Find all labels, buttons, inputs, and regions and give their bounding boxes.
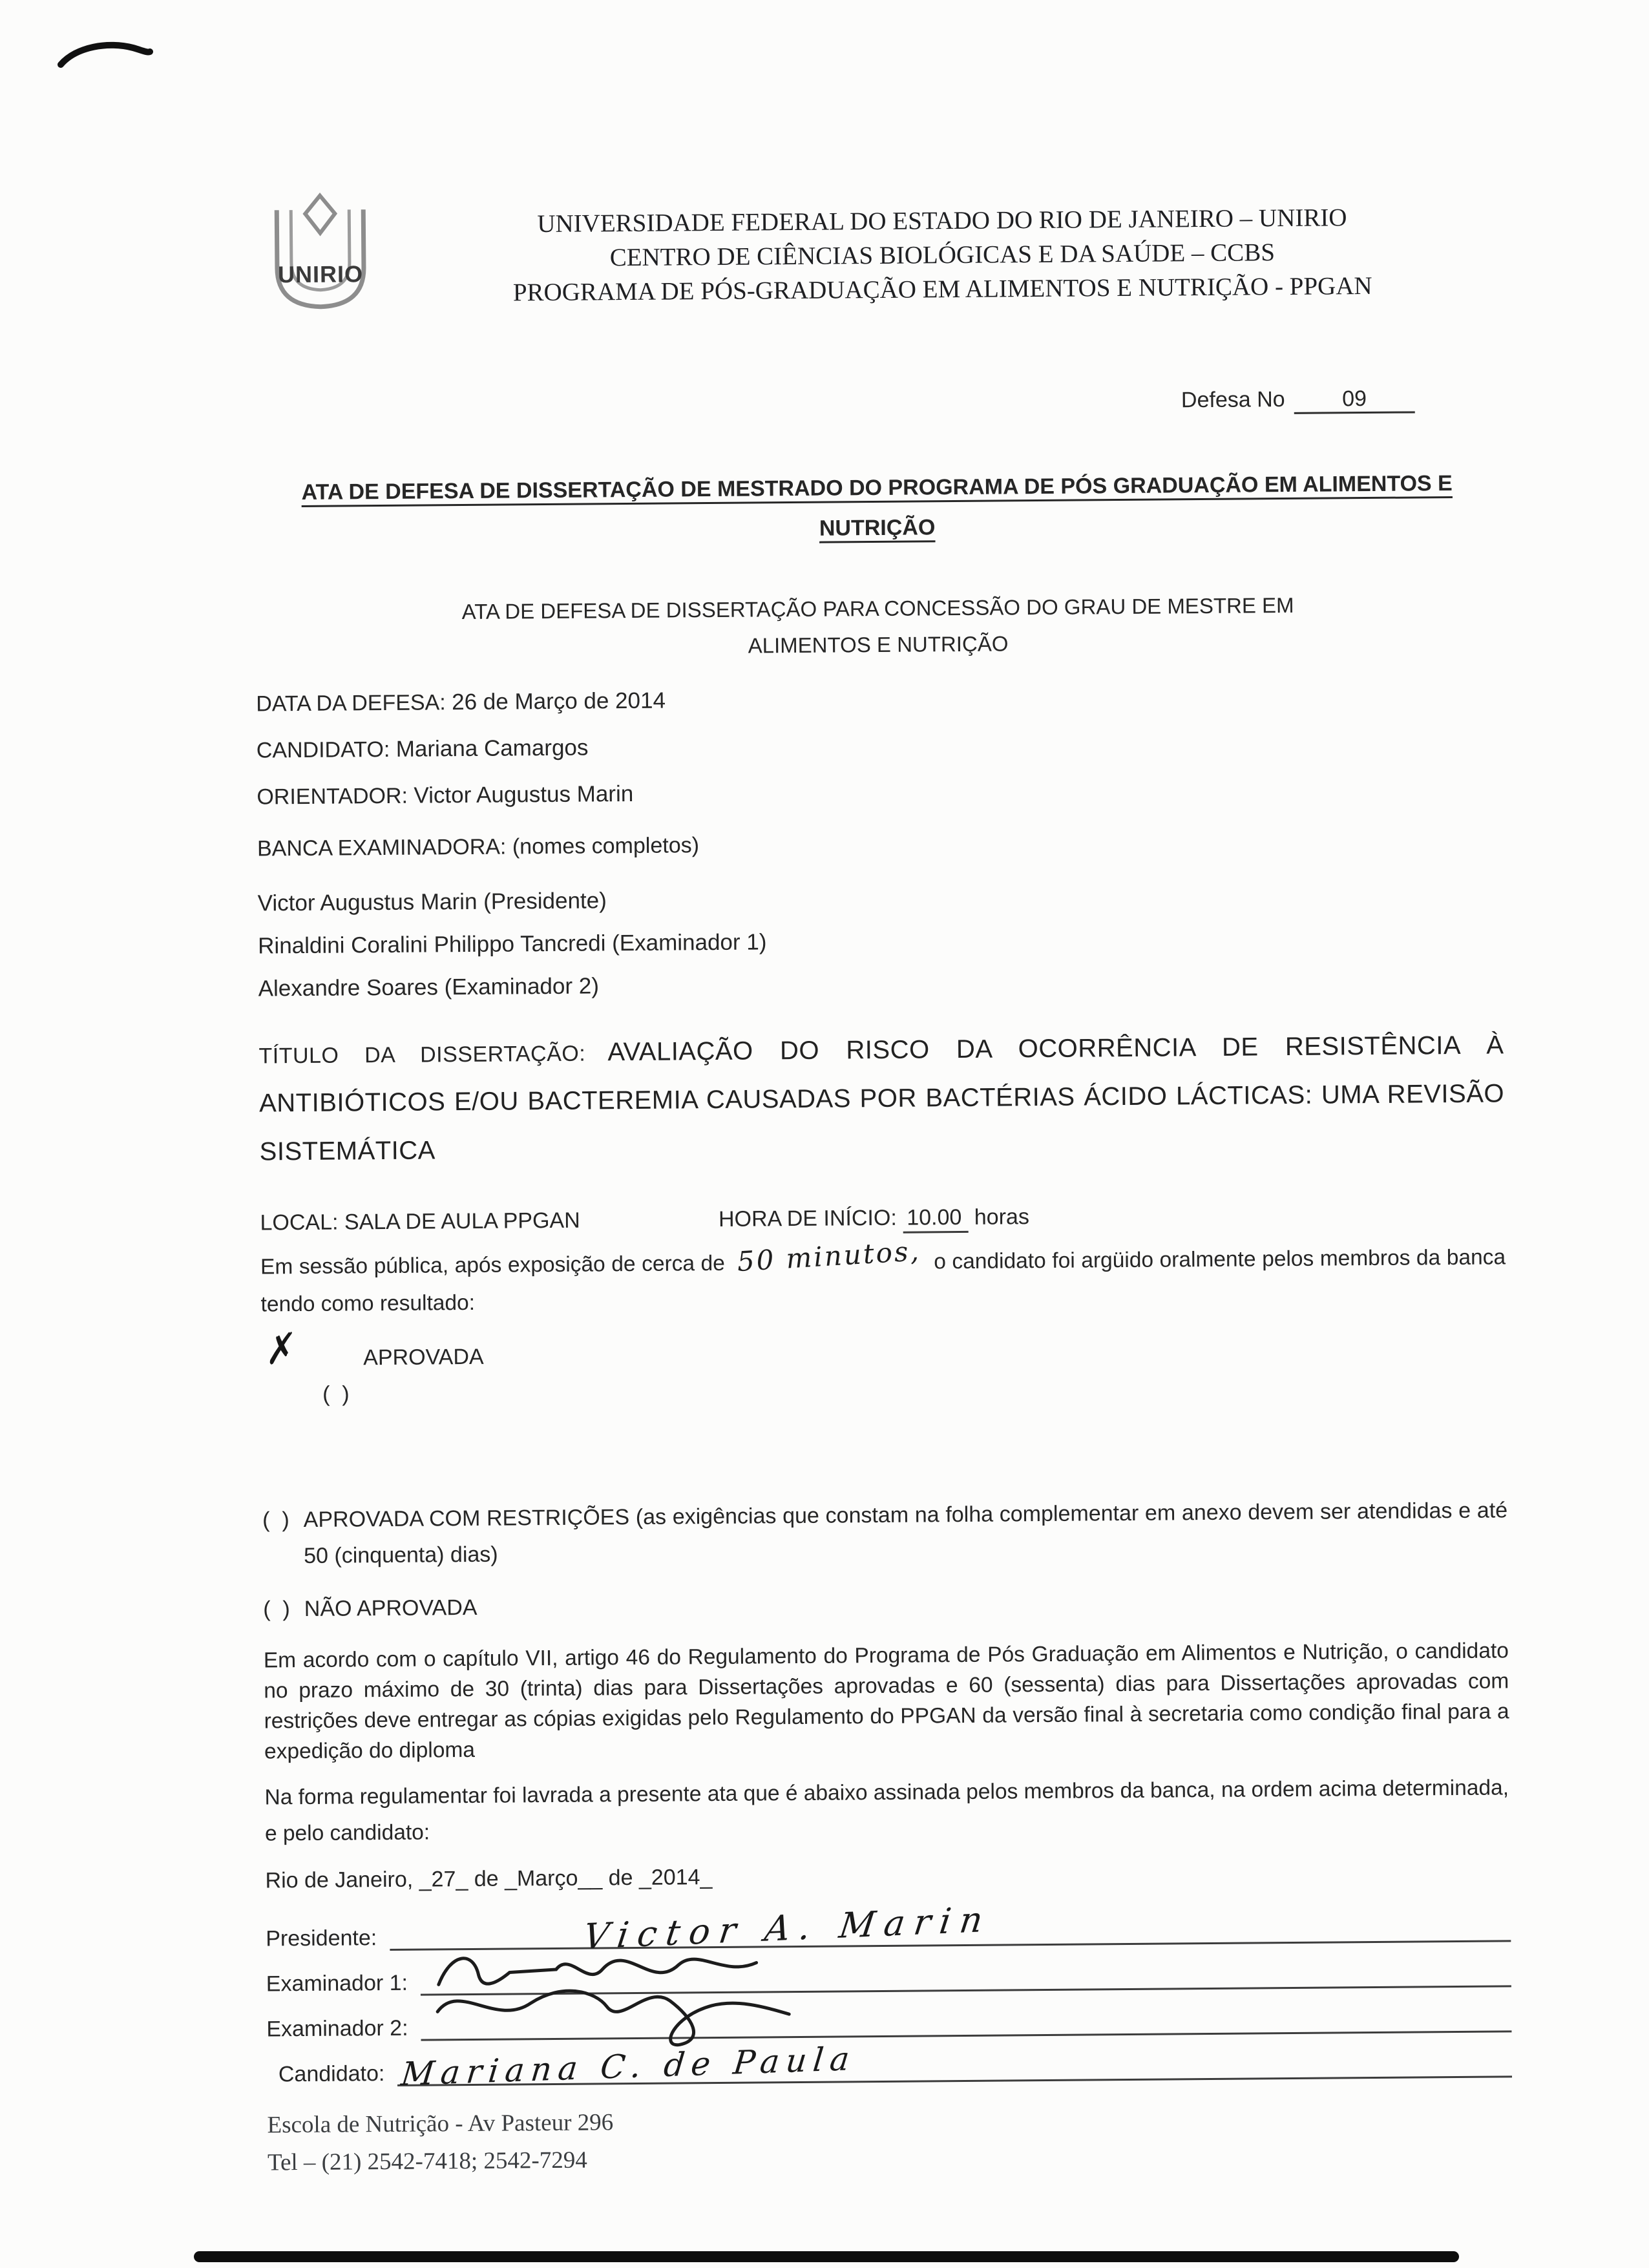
field-candidate xyxy=(257,728,1502,763)
signature-row-president xyxy=(266,1898,1511,1957)
checkbox-approved xyxy=(258,1324,350,1485)
start-time-value: 10.00 xyxy=(903,1205,968,1234)
defense-number-label: Defesa No xyxy=(1181,387,1285,413)
start-time-field xyxy=(719,1204,1029,1234)
field-advisor xyxy=(257,774,1502,810)
dissertation-title-label: TÍTULO DA DISSERTAÇÃO: xyxy=(258,1041,586,1069)
result-options xyxy=(258,1324,1508,1627)
examining-board xyxy=(257,826,1504,1010)
dissertation-title-block xyxy=(258,1024,1505,1179)
letterhead-text xyxy=(406,199,1498,310)
signature-section xyxy=(266,1898,1512,2094)
footer xyxy=(267,2097,1513,2181)
option-approved-restrictions xyxy=(262,1492,1508,1574)
signature-row-examiner2 xyxy=(266,2002,1511,2042)
board-note: (nomes completos) xyxy=(512,833,700,859)
defense-number-value: 09 xyxy=(1294,386,1414,414)
letterhead xyxy=(252,182,1498,328)
handwritten-x-mark: ✗ xyxy=(258,1324,299,1374)
president-signature-line xyxy=(390,1898,1511,1957)
footer-phone: Tel – (21) 2542-7418; 2542-7294 xyxy=(267,2147,587,2176)
board-member-examiner1: Rinaldini Coralini Philippo Tancredi (Examinador 1) xyxy=(258,929,767,959)
president-signature-label: Presidente: xyxy=(266,1926,377,1951)
document-content xyxy=(252,182,1513,2181)
logo-acronym: UNIRIO xyxy=(277,260,364,288)
defense-date-value: 26 de Março de 2014 xyxy=(452,688,666,715)
candidate-value: Mariana Camargos xyxy=(395,735,589,762)
defense-date-label: DATA DA DEFESA: xyxy=(256,690,446,717)
start-time-label: HORA DE INÍCIO: xyxy=(718,1205,897,1232)
handwritten-duration: 50 minutos, xyxy=(736,1235,922,1278)
session-text-after: o candidato foi argüido oralmente pelos membros da banca tendo como resultado: xyxy=(260,1245,1506,1317)
footer-address: Escola de Nutrição - Av Pasteur 296 xyxy=(267,2109,614,2139)
dissertation-title-value: AVALIAÇÃO DO RISCO DA OCORRÊNCIA DE RESISTÊNCIA À ANTIBIÓTICOS E/OU BACTEREMIA CAUSADAS POR BACTÉRIAS ÁCIDO LÁCTICAS: UMA REVISÃO SISTEMÁTICA xyxy=(258,1031,1505,1166)
location-value: SALA DE AULA PPGAN xyxy=(344,1208,580,1235)
option-not-approved-text: NÃO APROVADA xyxy=(304,1595,478,1621)
option-approved-text: APROVADA xyxy=(363,1344,484,1370)
center-name: CENTRO DE CIÊNCIAS BIOLÓGICAS E DA SAÚDE – CCBS xyxy=(609,238,1276,271)
document-subtitle: ATA DE DEFESA DE DISSERTAÇÃO PARA CONCESSÃO DO GRAU DE MESTRE EM ALIMENTOS E NUTRIÇÃO xyxy=(461,593,1294,658)
closing-paragraph: Na forma regulamentar foi lavrada a presente ata que é abaixo assinada pelos membros da banca, na ordem acima determinada, e pelo candidato: xyxy=(264,1776,1509,1846)
examiner2-signature-line xyxy=(421,2000,1511,2041)
unirio-logo xyxy=(252,191,389,328)
option-approved xyxy=(258,1324,1507,1485)
session-paragraph xyxy=(260,1236,1506,1323)
advisor-value: Victor Augustus Marin xyxy=(414,781,634,808)
board-member-examiner2: Alexandre Soares (Examinador 2) xyxy=(258,973,600,1002)
document-title xyxy=(289,463,1465,552)
board-label: BANCA EXAMINADORA: xyxy=(257,834,507,861)
regulation-paragraph: Em acordo com o capítulo VII, artigo 46 do Regulamento do Programa de Pós Graduação em Alimentos e Nutrição, o candidato no prazo máximo de 30 (trinta) dias para Dissertações aprovadas e 60 (sessenta) dias para Dissertações aprovadas com restrições deve entregar as cópias exigidas pelo Regulamento do PPGAN da versão final à secretaria como condição final para a expedição do diploma xyxy=(263,1639,1509,1764)
university-name: UNIVERSIDADE FEDERAL DO ESTADO DO RIO DE JANEIRO – UNIRIO xyxy=(537,203,1347,238)
location-label: LOCAL: xyxy=(260,1210,339,1235)
session-location-line xyxy=(260,1199,1505,1237)
candidate-label: CANDIDATO: xyxy=(256,737,390,763)
location-field xyxy=(260,1205,712,1237)
pen-mark-artifact xyxy=(57,37,154,76)
examiner2-signature xyxy=(434,1977,796,2050)
unirio-logo-icon xyxy=(252,191,389,328)
document-title-text: ATA DE DEFESA DE DISSERTAÇÃO DE MESTRADO DO PROGRAMA DE PÓS GRADUAÇÃO EM ALIMENTOS E NUTRIÇÃO xyxy=(301,470,1453,541)
program-name: PROGRAMA DE PÓS-GRADUAÇÃO EM ALIMENTOS E NUTRIÇÃO - PPGAN xyxy=(512,271,1372,306)
field-defense-date xyxy=(256,681,1501,717)
session-text-before: Em sessão pública, após exposição de cerca de xyxy=(260,1251,726,1279)
checkbox-marker: ( ) xyxy=(322,1381,350,1407)
date-line: Rio de Janeiro, _27_ de _Março__ de _2014_ xyxy=(265,1865,713,1893)
defense-fields xyxy=(256,681,1502,810)
signature-row-candidate xyxy=(267,2039,1512,2094)
defense-number-line xyxy=(253,385,1498,422)
candidate-signature-label: Candidato: xyxy=(278,2061,385,2087)
candidate-signature: Mariana C. de Paula xyxy=(399,2039,858,2094)
option-not-approved xyxy=(263,1581,1508,1627)
checkbox-not-approved: ( ) xyxy=(263,1597,290,1622)
advisor-label: ORIENTADOR: xyxy=(257,783,408,810)
board-heading xyxy=(257,826,1502,861)
checkbox-approved-restrictions: ( ) xyxy=(262,1507,289,1533)
board-member-president: Victor Augustus Marin (Presidente) xyxy=(257,888,607,916)
president-signature: Victor A. Marin xyxy=(581,1898,994,1957)
examiner1-signature-label: Examinador 1: xyxy=(266,1970,408,1997)
scanner-edge-artifact xyxy=(194,2251,1459,2262)
candidate-signature-line xyxy=(397,2039,1512,2094)
option-approved-restrictions-text: APROVADA COM RESTRIÇÕES (as exigências que constam na folha complementar em anexo devem ser atendidas e até 50 (cinquenta) dias) xyxy=(303,1498,1508,1569)
start-time-suffix: horas xyxy=(974,1204,1030,1230)
examiner2-signature-label: Examinador 2: xyxy=(266,2015,408,2042)
